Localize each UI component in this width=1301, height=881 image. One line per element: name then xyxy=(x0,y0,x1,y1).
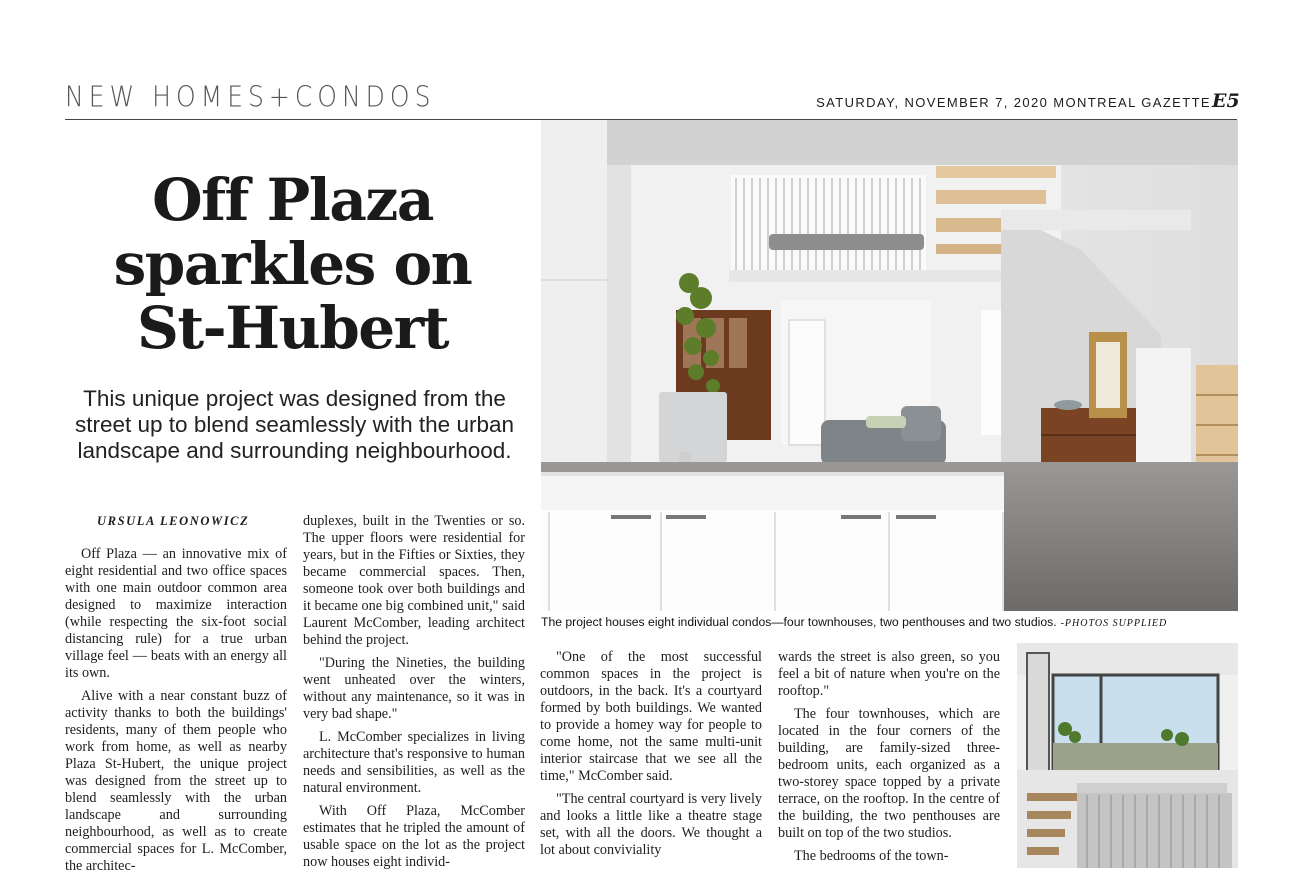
page-number: E5 xyxy=(1212,90,1240,112)
byline: URSULA LEONOWICZ xyxy=(97,514,250,528)
paragraph: L. McComber specializes in living architecture that's responsive to human needs and sensibilities, as well as the natural environment. xyxy=(303,729,525,796)
paragraph: Off Plaza — an innovative mix of eight residential and two office spaces with one main outdoor common area designed to maximize interaction (while respecting the six-foot social distancing rule) for a true urban village feel — beats with an energy all its own. xyxy=(65,546,287,681)
section-title: NEW HOMES+CONDOS xyxy=(65,80,436,114)
paragraph: The four townhouses, which are located in the four corners of the building, are family-sized three-bedroom units, each organized as a two-storey space topped by a private terrace, on the rooftop. In the centre of the building, the two penthouses are built on top of the two studios. xyxy=(778,706,1000,841)
rooftop-photo xyxy=(1017,643,1238,868)
headline: Off Plaza sparkles on St-Hubert xyxy=(113,166,472,362)
dateline: SATURDAY, NOVEMBER 7, 2020 MONTREAL GAZETTE xyxy=(816,95,1211,110)
paragraph: wards the street is also green, so you feel a bit of nature when you're on the rooftop." xyxy=(778,649,1000,699)
paragraph: "The central courtyard is very lively and looks a little like a theatre stage set, with all the doors. We thought a lot about conviviality xyxy=(540,791,762,858)
interior-photo-illustration xyxy=(541,120,1238,611)
photo-credit: -PHOTOS SUPPLIED xyxy=(1060,618,1168,629)
column-3 xyxy=(540,649,762,865)
caption-text: The project houses eight individual condos—four townhouses, two penthouses and two studios. xyxy=(541,615,1057,629)
paragraph: "One of the most successful common spaces in the project is outdoors, in the back. It's a courtyard formed by both buildings. We wanted to provide a homey way for people to come home, not the same multi-unit interior staircase that we see all the time," McComber said. xyxy=(540,649,762,784)
photo-caption xyxy=(541,615,1167,629)
paragraph: Alive with a near constant buzz of activity thanks to both the buildings' residents, many of them people who work from home, as well as nearby Plaza St-Hubert, the unique project was designed from the street up to blend seamlessly with the urban landscape and surrounding neighbourhood, as well as to create commercial spaces for L. McComber, the architec- xyxy=(65,688,287,874)
column-1 xyxy=(65,546,287,881)
paragraph: "During the Nineties, the building went unheated over the winters, without any maintenance, so it was in very bad shape." xyxy=(303,655,525,722)
interior-photo xyxy=(541,120,1238,611)
deck: This unique project was designed from the street up to blend seamlessly with the urban landscape and surrounding neighbourhood. xyxy=(75,386,514,463)
column-2 xyxy=(303,513,525,877)
paragraph: The bedrooms of the town- xyxy=(794,848,949,864)
rooftop-photo-illustration xyxy=(1017,643,1238,868)
column-4 xyxy=(778,649,1000,871)
paragraph: With Off Plaza, McComber estimates that he tripled the amount of usable space on the lot as the project now houses eight individ- xyxy=(303,803,525,870)
paragraph: duplexes, built in the Twenties or so. The upper floors were residential for years, but in the Fifties or Sixties, they became commercial spaces. Then, someone took over both buildings and it became one big combined unit," said Laurent McComber, leading architect behind the project. xyxy=(303,513,525,648)
